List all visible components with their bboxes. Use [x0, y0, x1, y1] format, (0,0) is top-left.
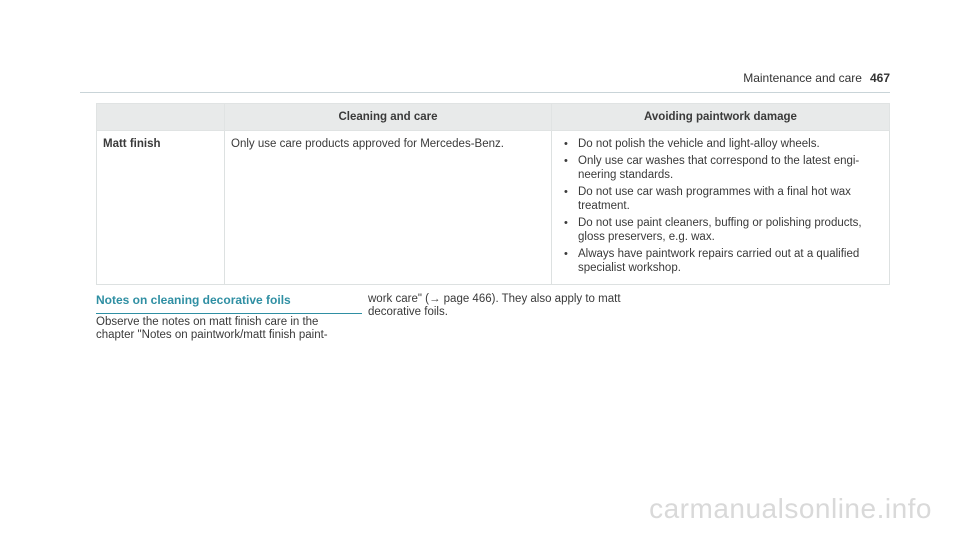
header-section-title: Maintenance and care	[743, 71, 862, 85]
bullet-text: Always have paintwork repairs carried out at a qualified specialist workshop.	[578, 248, 860, 274]
care-table	[96, 103, 890, 285]
bullet-text: Do not polish the vehicle and light-alloy wheels.	[578, 138, 820, 150]
avoiding-cell	[552, 131, 890, 285]
bullet-list	[564, 137, 883, 275]
list-item	[564, 185, 883, 213]
header-rule	[80, 92, 890, 93]
paragraph-right: work care" (→ page 466). They also apply to matt decorative foils.	[368, 293, 621, 318]
list-item	[564, 247, 883, 275]
bullet-icon: •	[564, 138, 568, 150]
table-header-avoiding: Avoiding paintwork damage	[552, 104, 890, 131]
table-header-cleaning: Cleaning and care	[225, 104, 552, 131]
list-item	[564, 154, 883, 182]
row-label: Matt finish	[97, 131, 225, 285]
paragraph-left: Observe the notes on matt finish care in the chapter "Notes on paintwork/matt finish paint-	[96, 316, 328, 341]
bullet-text: Do not use paint cleaners, buffing or polishing products, gloss preservers, e.g. wax.	[578, 217, 862, 243]
table-header-row	[97, 104, 890, 131]
table-row	[97, 131, 890, 285]
table-header-empty	[97, 104, 225, 131]
section-heading: Notes on cleaning decorative foils	[96, 293, 362, 314]
bullet-text: Only use car washes that correspond to the latest engi- neering standards.	[578, 155, 860, 181]
bullet-icon: •	[564, 186, 568, 198]
bullet-icon: •	[564, 155, 568, 167]
bullet-text: Do not use car wash programmes with a final hot wax treatment.	[578, 186, 851, 212]
watermark: carmanualsonline.info	[649, 493, 932, 524]
page-number: 467	[869, 71, 890, 85]
list-item	[564, 216, 883, 244]
running-header	[743, 71, 890, 85]
bullet-icon: •	[564, 248, 568, 260]
cleaning-cell: Only use care products approved for Mercedes-Benz.	[225, 131, 552, 285]
list-item	[564, 137, 883, 151]
bullet-icon: •	[564, 217, 568, 229]
